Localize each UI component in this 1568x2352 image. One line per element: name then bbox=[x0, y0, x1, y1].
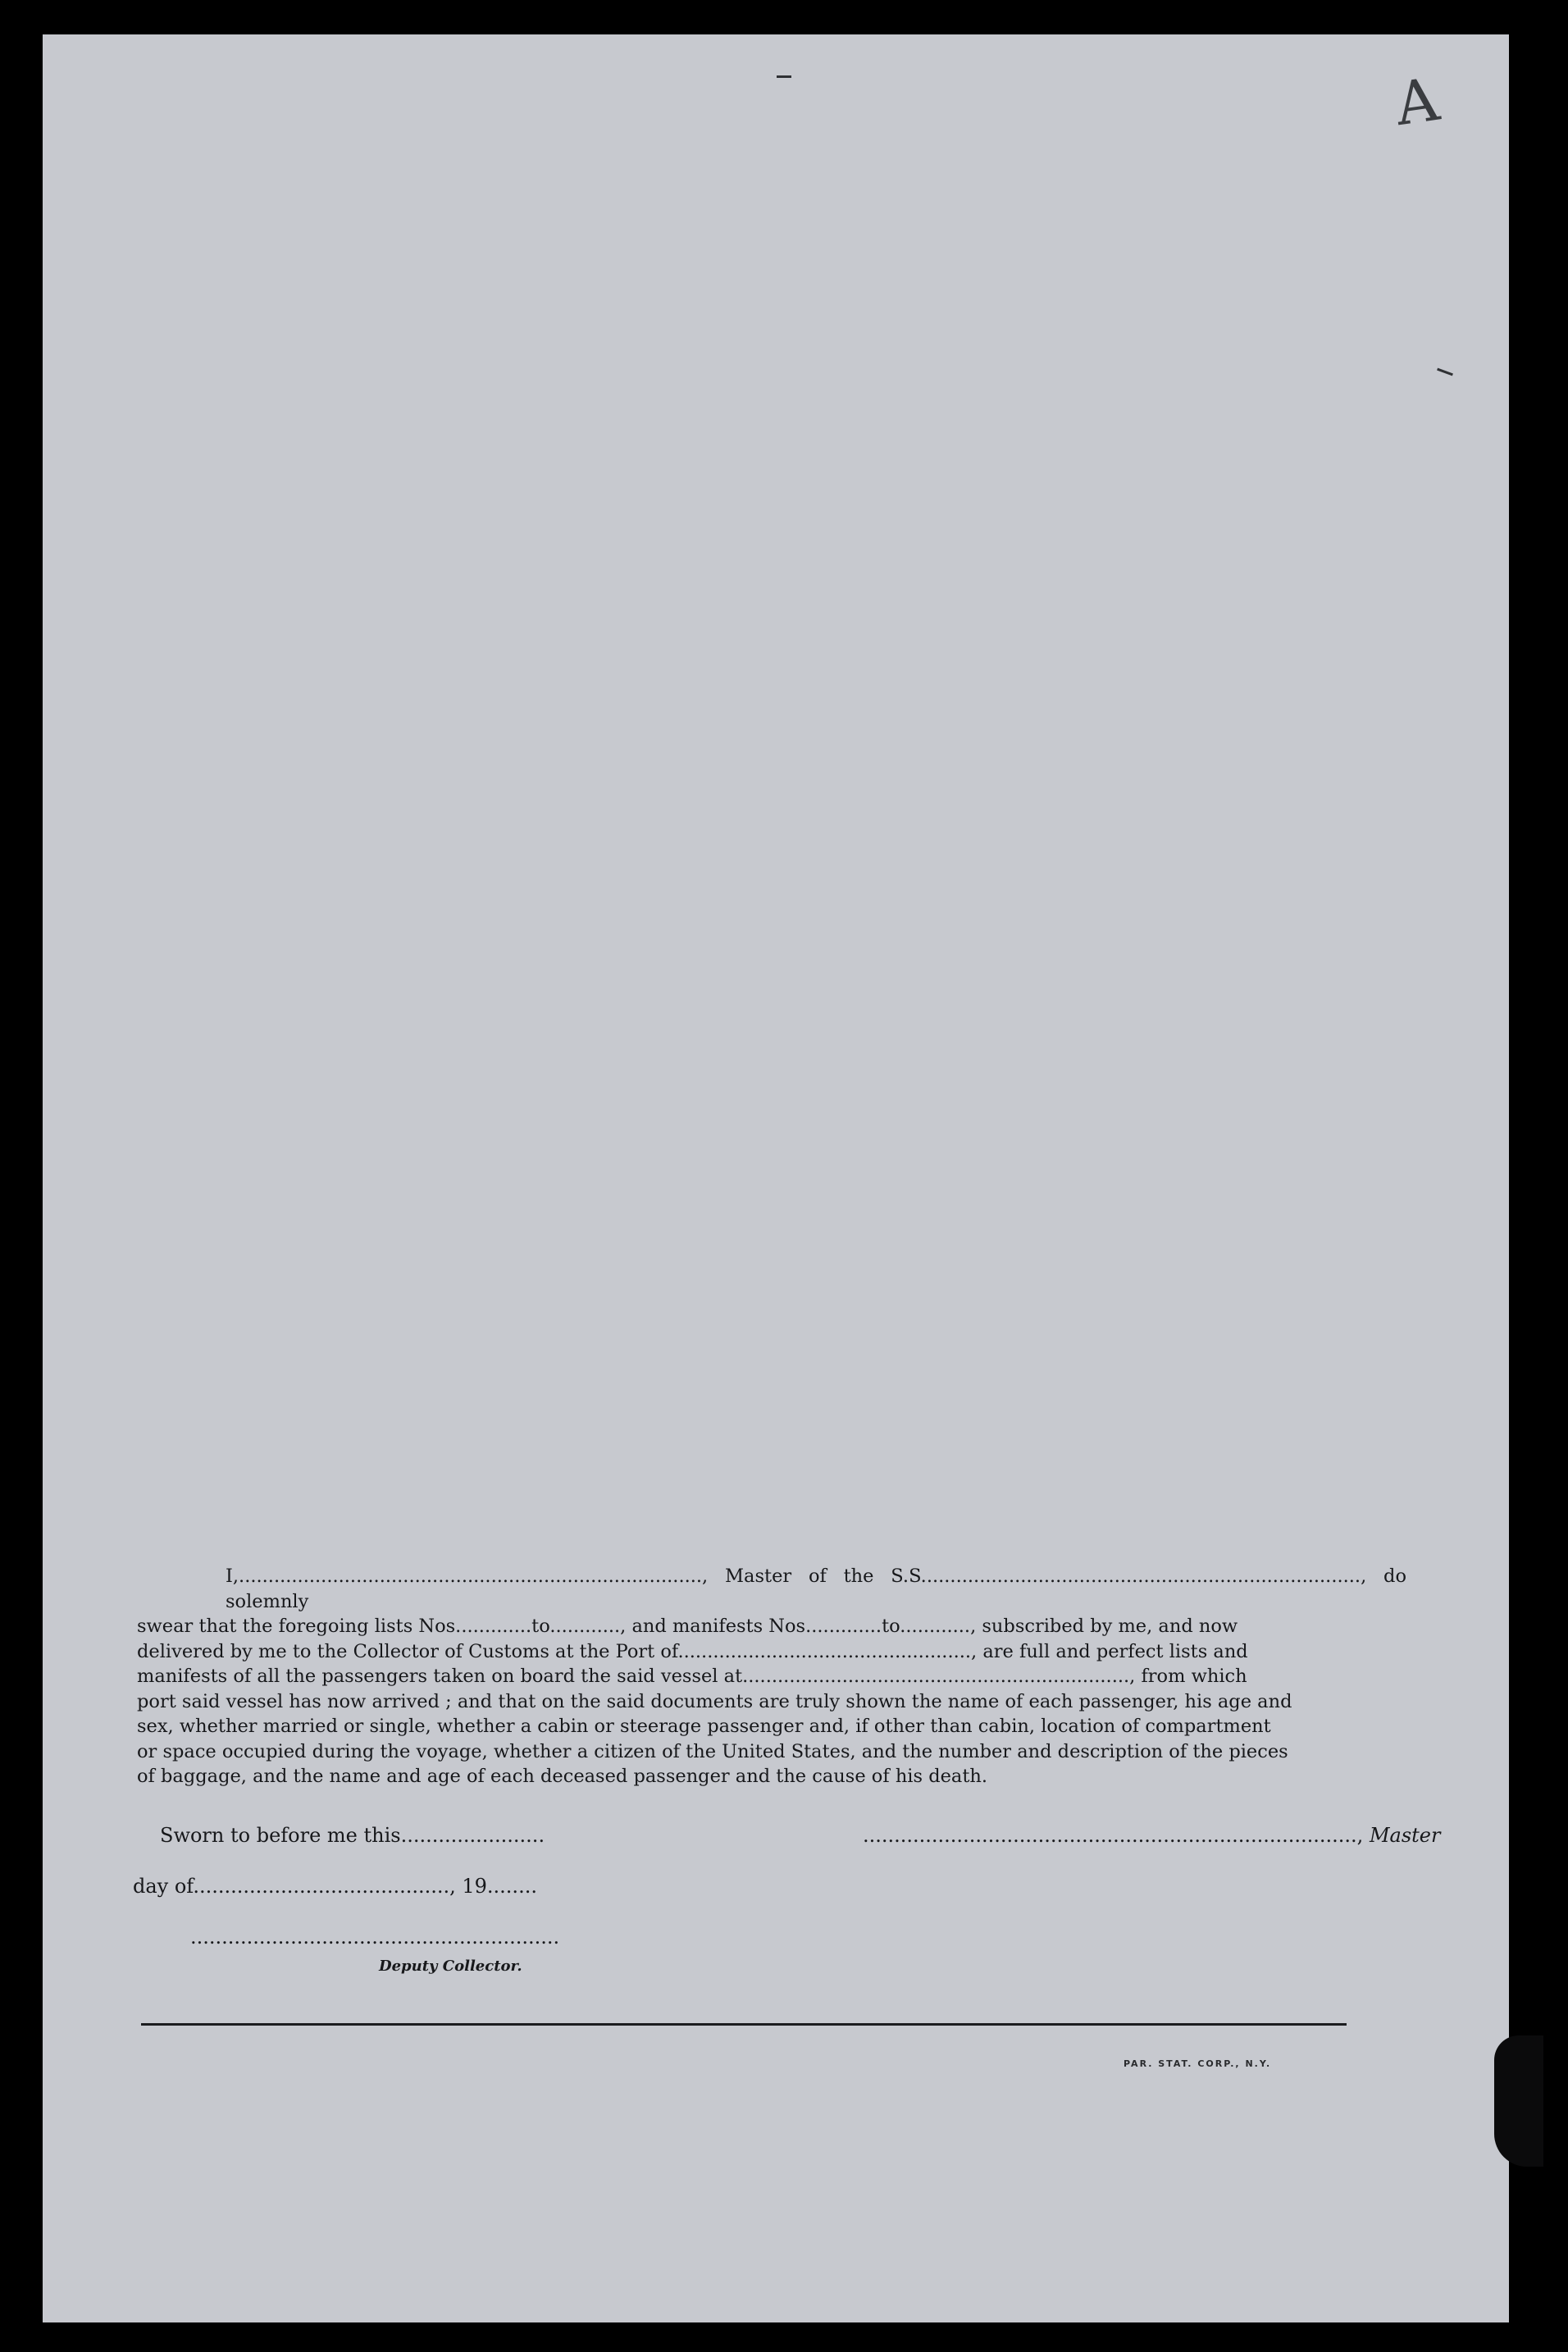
day-of-line: day of........................................., 19........ bbox=[133, 1875, 537, 1898]
oath-paragraph bbox=[137, 1564, 1406, 1789]
deputy-signature-line: ........................................................... bbox=[190, 1926, 560, 1949]
oath-line: I,..............................................................................., Master of the S.S..........................................................................., do solemnly bbox=[226, 1566, 1406, 1612]
oath-line: delivered by me to the Collector of Customs at the Port of.................................................., are full and perfect lists and bbox=[137, 1640, 1248, 1662]
oath-line: manifests of all the passengers taken on board the said vessel at.................................................................., from which bbox=[137, 1666, 1247, 1687]
deputy-collector-label: Deputy Collector. bbox=[379, 1958, 522, 1975]
master-label: Master bbox=[1369, 1824, 1441, 1847]
oath-line: of baggage, and the name and age of each deceased passenger and the cause of his death. bbox=[137, 1766, 988, 1787]
printer-imprint: PAR. STAT. CORP., N.Y. bbox=[1124, 2058, 1272, 2069]
scan-mark bbox=[1437, 368, 1453, 376]
ink-blot bbox=[1494, 2035, 1543, 2167]
master-dots: ..............................................................................., bbox=[863, 1824, 1364, 1847]
sworn-line: Sworn to before me this....................... bbox=[160, 1824, 545, 1847]
bottom-rule bbox=[141, 2023, 1347, 2026]
oath-line: sex, whether married or single, whether a cabin or steerage passenger and, if other than cabin, location of compartment bbox=[137, 1716, 1271, 1737]
oath-line: swear that the foregoing lists Nos.............to............, and manifests Nos.............to............, subscribed by me, and now bbox=[137, 1616, 1238, 1637]
oath-line: port said vessel has now arrived ; and that on the said documents are truly shown the name of each passenger, his age and bbox=[137, 1690, 1292, 1712]
scan-mark bbox=[777, 75, 791, 78]
corner-mark: A bbox=[1391, 64, 1443, 139]
oath-line: or space occupied during the voyage, whether a citizen of the United States, and the number and description of the pieces bbox=[137, 1740, 1288, 1762]
manifest-page bbox=[43, 34, 1509, 2322]
master-signature-line bbox=[863, 1824, 1441, 1847]
